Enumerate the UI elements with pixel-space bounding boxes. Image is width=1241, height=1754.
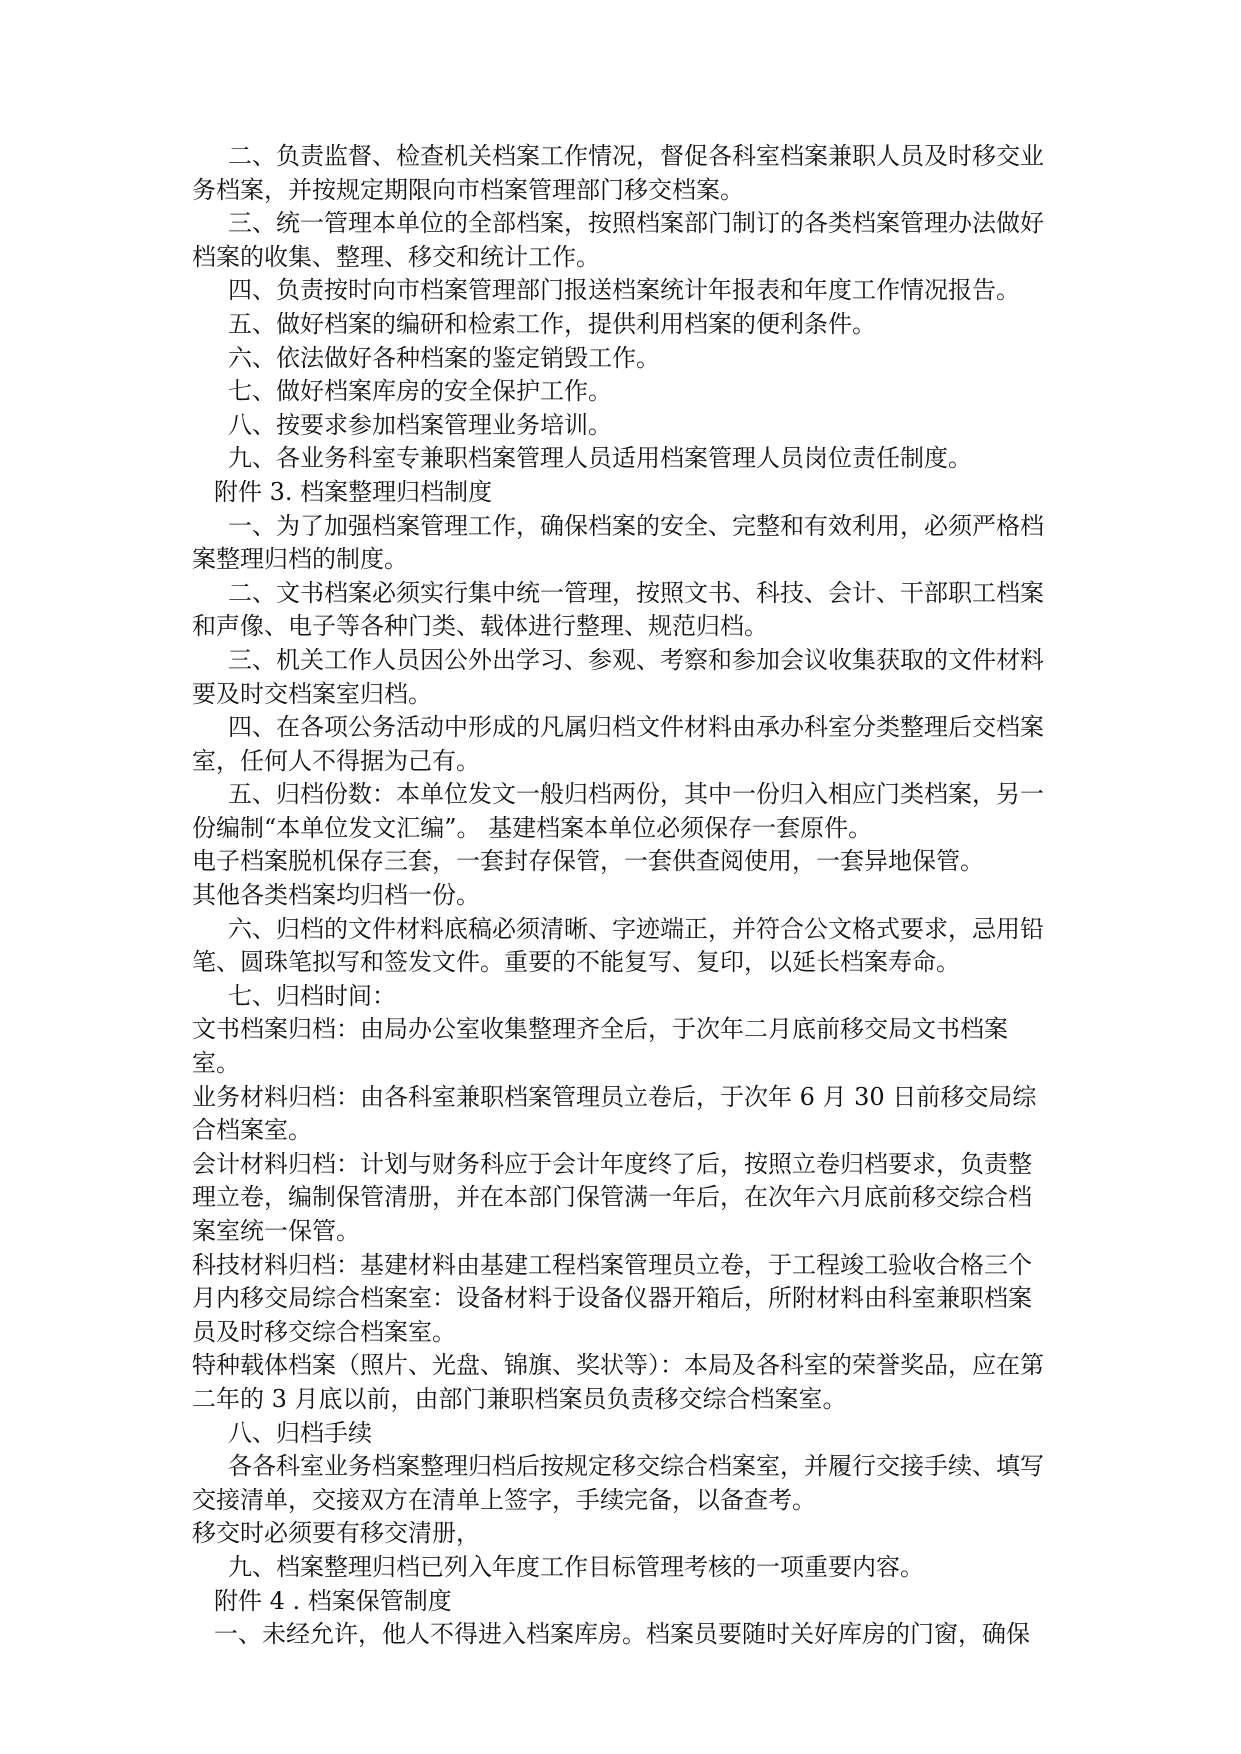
paragraph: 二、负责监督、检查机关档案工作情况，督促各科室档案兼职人员及时移交业务档案，并按规定期限向市档案管理部门移交档案。 <box>192 142 1044 204</box>
paragraph: 八、归档手续 <box>228 1418 372 1447</box>
paragraph: 六、归档的文件材料底稿必须清晰、字迹端正，并符合公文格式要求，忌用铅笔、圆珠笔拟写和签发文件。重要的不能复写、复印，以延长档案寿命。 <box>192 914 1044 977</box>
document-page <box>192 140 1050 1652</box>
paragraph: 七、归档时间： <box>228 981 396 1010</box>
paragraph: 一、为了加强档案管理工作，确保档案的安全、完整和有效利用，必须严格档案整理归档的制度。 <box>192 511 1044 574</box>
paragraph: 六、依法做好各种档案的鉴定销毁工作。 <box>228 343 660 372</box>
paragraph: 其他各类档案均归档一份。 <box>192 881 480 910</box>
paragraph: 三、机关工作人员因公外出学习、参观、考察和参加会议收集获取的文件材料要及时交档案室归档。 <box>192 645 1044 708</box>
paragraph: 二、文书档案必须实行集中统一管理，按照文书、科技、会计、干部职工档案和声像、电子等各种门类、载体进行整理、规范归档。 <box>192 578 1044 641</box>
paragraph: 四、负责按时向市档案管理部门报送档案统计年报表和年度工作情况报告。 <box>228 276 1020 305</box>
paragraph: 会计材料归档：计划与财务科应于会计年度终了后，按照立卷归档要求，负责整理立卷，编制保管清册，并在本部门保管满一年后，在次年六月底前移交综合档案室统一保管。 <box>192 1149 1032 1245</box>
paragraph: 各各科室业务档案整理归档后按规定移交综合档案室，并履行交接手续、填写交接清单，交接双方在清单上签字，手续完备，以备查考。 <box>192 1452 1044 1514</box>
paragraph: 移交时必须要有移交清册， <box>192 1519 480 1548</box>
paragraph: 七、做好档案库房的安全保护工作。 <box>228 377 612 406</box>
paragraph: 九、各业务科室专兼职档案管理人员适用档案管理人员岗位责任制度。 <box>228 444 972 473</box>
paragraph: 四、在各项公务活动中形成的凡属归档文件材料由承办科室分类整理后交档案室，任何人不得据为己有。 <box>192 713 1044 775</box>
paragraph: 九、档案整理归档已列入年度工作目标管理考核的一项重要内容。 <box>228 1552 924 1581</box>
paragraph: 八、按要求参加档案管理业务培训。 <box>228 410 612 439</box>
attachment-heading: 附件 3. 档案整理归档制度 <box>214 477 493 506</box>
paragraph: 电子档案脱机保存三套，一套封存保管，一套供查阅使用，一套异地保管。 <box>192 847 984 876</box>
paragraph: 文书档案归档：由局办公室收集整理齐全后，于次年二月底前移交局文书档案室。 <box>192 1015 1008 1078</box>
paragraph: 五、归档份数：本单位发文一般归档两份，其中一份归入相应门类档案，另一份编制“本单位发文汇编”。 基建档案本单位必须保存一套原件。 <box>192 780 1044 842</box>
paragraph: 五、做好档案的编研和检索工作，提供利用档案的便利条件。 <box>228 309 876 338</box>
paragraph: 一、未经允许，他人不得进入档案库房。档案员要随时关好库房的门窗，确保 <box>214 1620 1030 1649</box>
paragraph: 科技材料归档：基建材料由基建工程档案管理员立卷，于工程竣工验收合格三个月内移交局综合档案室：设备材料于设备仪器开箱后，所附材料由科室兼职档案员及时移交综合档案室。 <box>192 1250 1032 1346</box>
paragraph: 特种载体档案（照片、光盘、锦旗、奖状等）：本局及各科室的荣誉奖品，应在第二年的 3 月底以前，由部门兼职档案员负责移交综合档案室。 <box>192 1351 1044 1413</box>
paragraph: 业务材料归档：由各科室兼职档案管理员立卷后，于次年 6 月 30 日前移交局综合档案室。 <box>192 1082 1037 1145</box>
paragraph: 三、统一管理本单位的全部档案，按照档案部门制订的各类档案管理办法做好档案的收集、整理、移交和统计工作。 <box>192 209 1044 271</box>
attachment-heading: 附件 4 . 档案保管制度 <box>214 1586 452 1615</box>
